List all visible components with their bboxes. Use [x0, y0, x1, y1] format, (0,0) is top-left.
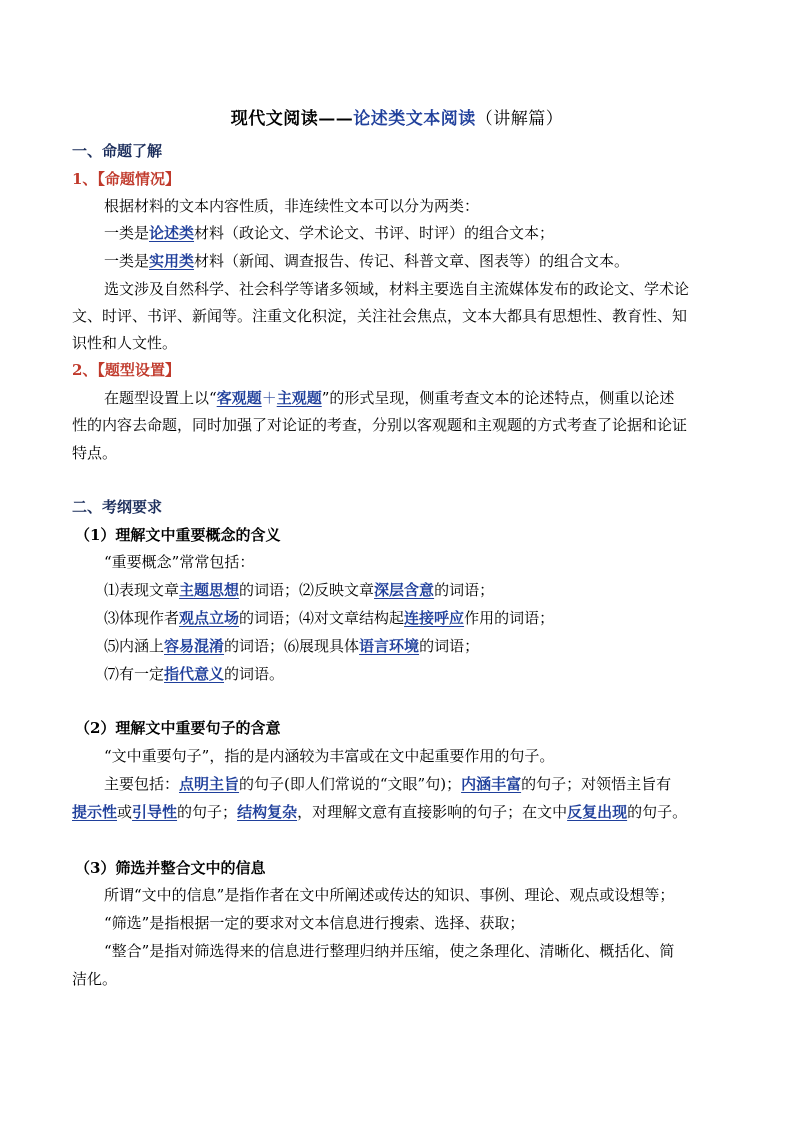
- p3-line4: 洁化。: [72, 970, 118, 988]
- text-span: 主要包括：: [104, 775, 180, 793]
- sub2-line2: 性的内容去命题，同时加强了对论证的考查，分别以客观题和主观题的方式考查了论据和论证: [72, 416, 688, 434]
- text-span: 的词语；⑷对文章结构起: [239, 609, 405, 627]
- text-span: ⑶体现作者: [104, 609, 180, 627]
- text-span: 的句子(即人们常说的“文眼”句)；: [239, 775, 462, 793]
- p1-line3: [104, 608, 726, 628]
- keyword: 主题思想: [179, 581, 240, 599]
- section1-sub2-heading: 2、【题型设置】: [72, 361, 180, 379]
- page-title: [0, 104, 794, 129]
- title-suffix: （讲解篇）: [475, 109, 564, 129]
- keyword-keguanti: 客观题: [216, 389, 262, 407]
- section2-heading: 二、考纲要求: [72, 498, 163, 516]
- p3-line3: “整合”是指对筛选得来的信息进行整理归纳并压缩，使之条理化、清晰化、概括化、简: [104, 942, 675, 960]
- p1-line5: [104, 664, 726, 684]
- p2-line3: [72, 802, 726, 822]
- p1-line1: “重要概念”常常包括：: [104, 553, 255, 571]
- sub1-line2: [104, 223, 726, 243]
- keyword: 结构复杂: [237, 803, 298, 821]
- title-prefix: 现代文阅读——: [230, 109, 354, 129]
- text-span: 在题型设置上以“: [104, 389, 217, 407]
- keyword: 反复出现: [567, 803, 628, 821]
- text-span: 的词语；: [434, 581, 495, 599]
- p1-line2: [104, 580, 726, 600]
- sub1-line5: 文、时评、书评、新闻等。注重文化积淀，关注社会焦点，文本大都具有思想性、教育性、知: [72, 307, 688, 325]
- keyword-lunshulei: 论述类: [149, 224, 195, 242]
- text-span: 的词语；⑵反映文章: [239, 581, 375, 599]
- sub1-line3: [104, 251, 726, 271]
- p2-line1: “文中重要句子”，指的是内涵较为丰富或在文中起重要作用的句子。: [104, 747, 555, 765]
- p1-line4: [104, 636, 726, 656]
- sub2-line1: [104, 388, 726, 408]
- keyword: 连接呼应: [404, 609, 465, 627]
- keyword: 语言环境: [359, 637, 420, 655]
- keyword: 点明主旨: [179, 775, 240, 793]
- text-span: ⑺有一定: [104, 665, 165, 683]
- text-span: 的词语；: [419, 637, 480, 655]
- text-span: 的词语。: [224, 665, 285, 683]
- text-span: 的句子。: [627, 803, 688, 821]
- section1-sub1-heading: 1、【命题情况】: [72, 170, 180, 188]
- section1-heading: 一、命题了解: [72, 142, 163, 160]
- p3-line2: “筛选”是指根据一定的要求对文本信息进行搜索、选择、获取；: [104, 914, 525, 932]
- text-span: 材料（新闻、调查报告、传记、科普文章、图表等）的组合文本。: [194, 252, 630, 270]
- keyword-zhuguanti: 主观题: [276, 389, 322, 407]
- text-span: 的句子；对领悟主旨有: [521, 775, 672, 793]
- text-span: ”的形式呈现，侧重考查文本的论述特点，侧重以论述: [321, 389, 675, 407]
- p3-line1: 所谓“文中的信息”是指作者在文中所阐述或传达的知识、事例、理论、观点或设想等；: [104, 886, 675, 904]
- text-span: ⑸内涵上: [104, 637, 165, 655]
- text-span: 作用的词语；: [464, 609, 555, 627]
- text-span: 材料（政论文、学术论文、书评、时评）的组合文本；: [194, 224, 555, 242]
- sub1-line4: 选文涉及自然科学、社会科学等诸多领域，材料主要选自主流媒体发布的政论文、学术论: [104, 280, 690, 298]
- p3-heading: （3）筛选并整合文中的信息: [75, 859, 266, 877]
- sub1-line6: 识性和人文性。: [72, 334, 178, 352]
- keyword: 容易混淆: [164, 637, 225, 655]
- title-main: 论述类文本阅读: [353, 109, 476, 129]
- p2-line2: [104, 774, 726, 794]
- plus-sign: ＋: [261, 389, 277, 407]
- keyword: 观点立场: [179, 609, 240, 627]
- keyword: 深层含意: [374, 581, 435, 599]
- sub1-line1: 根据材料的文本内容性质，非连续性文本可以分为两类：: [104, 197, 480, 215]
- keyword: 内涵丰富: [461, 775, 522, 793]
- text-span: 或: [117, 803, 133, 821]
- keyword-shiyonglei: 实用类: [149, 252, 195, 270]
- p1-heading: （1）理解文中重要概念的含义: [75, 526, 281, 544]
- text-span: 一类是: [104, 252, 150, 270]
- text-span: ⑴表现文章: [104, 581, 180, 599]
- p2-heading: （2）理解文中重要句子的含意: [75, 719, 281, 737]
- text-span: 的词语；⑹展现具体: [224, 637, 360, 655]
- keyword: 引导性: [132, 803, 178, 821]
- text-span: ，对理解文意有直接影响的句子；在文中: [297, 803, 568, 821]
- text-span: 一类是: [104, 224, 150, 242]
- keyword: 提示性: [72, 803, 118, 821]
- keyword: 指代意义: [164, 665, 225, 683]
- text-span: 的句子；: [177, 803, 238, 821]
- sub2-line3: 特点。: [72, 444, 118, 462]
